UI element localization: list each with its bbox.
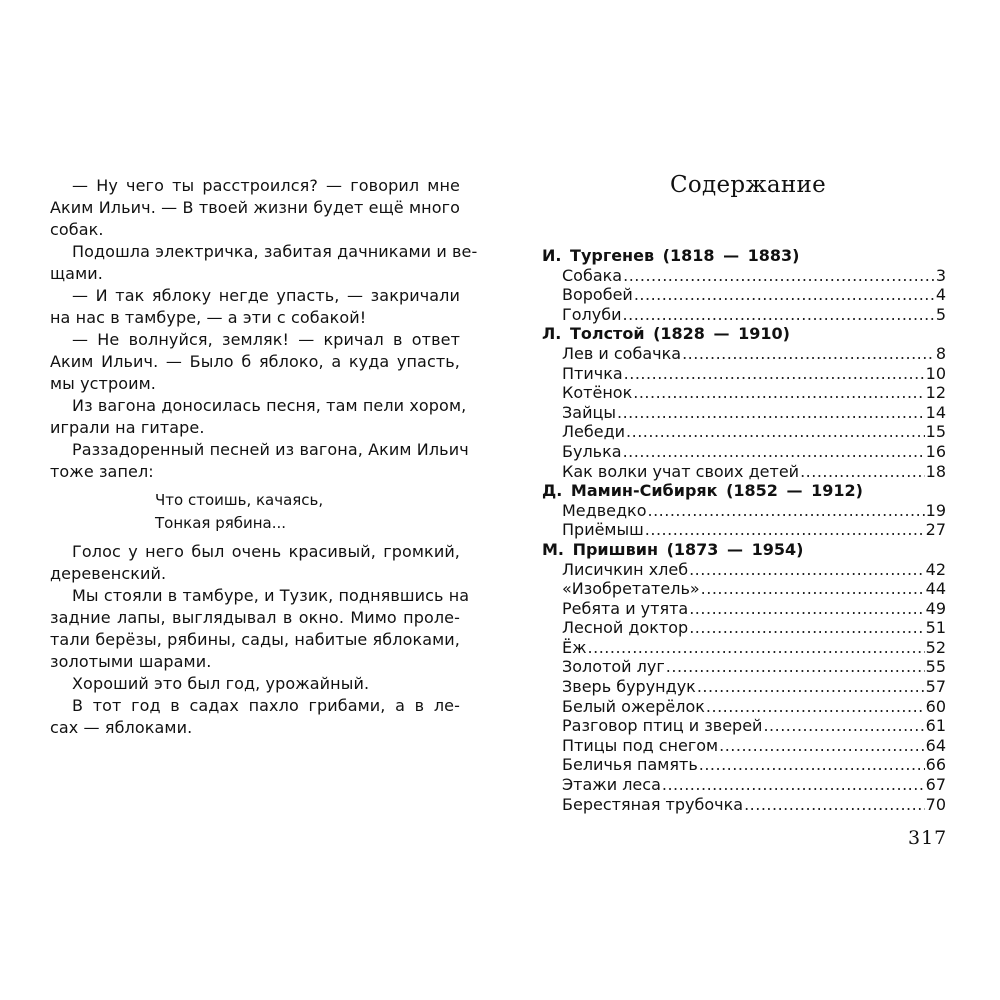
toc-entry (562, 266, 946, 286)
paragraph (50, 541, 460, 585)
toc-dot-leader (697, 677, 925, 697)
toc-dot-leader (689, 618, 924, 638)
toc-entry (562, 422, 946, 442)
toc-entry (562, 795, 946, 815)
toc-entry (562, 403, 946, 423)
toc-entry-title: Птицы под снегом (562, 735, 719, 755)
text-line: Подошла электричка, забитая дачниками и ве- (72, 242, 478, 261)
toc-entry-page: 15 (925, 422, 946, 442)
text-line: золотыми шарами. (50, 652, 212, 671)
toc-entry-title: Лебеди (562, 422, 626, 442)
text-line: — И так яблоку негде упасть, — закричали (72, 286, 460, 305)
toc-dot-leader (617, 403, 925, 423)
toc-entry-page: 27 (925, 520, 946, 540)
text-line: Хороший это был год, урожайный. (72, 674, 370, 693)
toc-entry-page: 52 (925, 637, 946, 657)
toc-dot-leader (689, 560, 925, 580)
toc-entry-title: Как волки учат своих детей (562, 461, 800, 481)
toc-entry (562, 657, 946, 677)
toc-entry-title: Лев и собачка (562, 343, 682, 363)
toc-dot-leader (624, 364, 925, 384)
toc-entry-page: 67 (925, 775, 946, 795)
toc-dot-leader (744, 795, 925, 815)
toc-entry-page: 66 (925, 755, 946, 775)
toc-dot-leader (682, 344, 935, 364)
toc-entry (562, 344, 946, 364)
toc-dot-leader (645, 520, 925, 540)
toc-entry-page: 16 (925, 441, 946, 461)
toc-entry-title: Птичка (562, 363, 623, 383)
toc-dot-leader (623, 305, 935, 325)
toc-entry (562, 697, 946, 717)
text-line: тали берёзы, рябины, сады, набитые яблоками, (50, 630, 460, 649)
toc-entry-title: Этажи леса (562, 775, 661, 795)
toc-entry (562, 520, 946, 540)
paragraph (50, 585, 470, 673)
toc-entry-page: 57 (925, 677, 946, 697)
toc-entry-title: Котёнок (562, 383, 633, 403)
toc-entry-title: Берестяная трубочка (562, 794, 744, 814)
text-line: — Не волнуйся, земляк! — кричал в ответ (72, 330, 460, 349)
toc-entry-page: 8 (935, 343, 946, 363)
text-line: — Ну чего ты расстроился? — говорил мне (72, 176, 460, 195)
toc-entry-title: Ёж (562, 637, 587, 657)
toc-entry (562, 285, 946, 305)
toc-dot-leader (666, 657, 925, 677)
toc-entry (562, 579, 946, 599)
toc-entry-title: Приёмыш (562, 520, 644, 540)
toc-dot-leader (662, 775, 925, 795)
toc-dot-leader (689, 599, 924, 619)
toc-entry (562, 736, 946, 756)
toc-author-heading: Д. Мамин-Сибиряк (1852 — 1912) (542, 481, 863, 501)
text-line: В тот год в садах пахло грибами, а в ле- (72, 696, 460, 715)
toc-author-heading: М. Пришвин (1873 — 1954) (542, 539, 804, 559)
text-line: сах — яблоками. (50, 718, 193, 737)
text-line: Голос у него был очень красивый, громкий, (72, 542, 460, 561)
toc-entry-title: Собака (562, 265, 623, 285)
toc-dot-leader (623, 442, 925, 462)
toc-entry-page: 4 (935, 285, 946, 305)
text-line: Раззадоренный песней из вагона, Аким Ильич (72, 440, 469, 459)
toc-entry (562, 775, 946, 795)
toc-entry (562, 501, 946, 521)
toc-entry (562, 755, 946, 775)
toc-entry-page: 18 (925, 461, 946, 481)
toc-dot-leader (634, 285, 935, 305)
text-line: щами. (50, 264, 103, 283)
toc-entry-title: Беличья память (562, 755, 698, 775)
toc-entry (562, 383, 946, 403)
toc-entry-page: 49 (925, 598, 946, 618)
toc-dot-leader (701, 579, 925, 599)
toc-entry-title: Ребята и утята (562, 598, 689, 618)
toc-entry (562, 560, 946, 580)
toc-entry-title: Лисичкин хлеб (562, 559, 689, 579)
text-line: мы устроим. (50, 374, 156, 393)
paragraph (50, 285, 460, 329)
paragraph (50, 673, 460, 695)
toc-dot-leader (763, 716, 924, 736)
toc-entry-title: Булька (562, 441, 622, 461)
toc-entry-page: 19 (925, 500, 946, 520)
toc-entry-page: 10 (925, 363, 946, 383)
toc-entry-title: Белый ожерёлок (562, 696, 705, 716)
text-line: задние лапы, выглядывал в окно. Мимо проле- (50, 608, 460, 627)
toc-entry-page: 60 (925, 696, 946, 716)
text-line: тоже запел: (50, 462, 154, 481)
paragraph (50, 175, 460, 241)
text-line: Аким Ильич. — В твоей жизни будет ещё много (50, 198, 460, 217)
toc-entry-title: Медведко (562, 500, 647, 520)
toc-entry-page: 3 (935, 265, 946, 285)
paragraph (50, 329, 460, 395)
verse-line: Тонкая рябина... (155, 514, 287, 532)
toc-entry (562, 599, 946, 619)
paragraph (50, 395, 467, 439)
toc-dot-leader (633, 383, 924, 403)
toc-dot-leader (623, 266, 935, 286)
text-line: Аким Ильич. — Было б яблоко, а куда упасть, (50, 352, 460, 371)
toc-dot-leader (800, 462, 925, 482)
toc-dot-leader (588, 638, 925, 658)
toc-entry-page: 44 (925, 579, 946, 599)
toc-author-heading: И. Тургенев (1818 — 1883) (542, 246, 800, 265)
text-line: Мы стояли в тамбуре, и Тузик, поднявшись на (72, 586, 470, 605)
toc-entry-title: Золотой луг (562, 657, 665, 677)
toc-entry-page: 51 (925, 618, 946, 638)
toc-entry-page: 61 (925, 716, 946, 736)
toc-entry-title: Голуби (562, 304, 622, 324)
text-line: играли на гитаре. (50, 418, 205, 437)
toc-dot-leader (719, 736, 925, 756)
paragraph (50, 695, 460, 739)
toc-author-heading: Л. Толстой (1828 — 1910) (542, 324, 790, 344)
verse-line: Что стоишь, качаясь, (155, 491, 324, 509)
toc-entry-page: 42 (925, 559, 946, 579)
toc-entry (562, 462, 946, 482)
toc-entry (562, 305, 946, 325)
toc-entry-page: 55 (925, 657, 946, 677)
toc-dot-leader (626, 422, 925, 442)
toc-entry (562, 618, 946, 638)
text-line: Из вагона доносилась песня, там пели хором, (72, 396, 467, 415)
paragraph (50, 241, 478, 285)
toc-entry-title: Зайцы (562, 402, 616, 422)
toc-entry-page: 70 (925, 794, 946, 814)
text-line: деревенский. (50, 564, 167, 583)
toc-entry-title: Разговор птиц и зверей (562, 716, 763, 736)
toc-entry (562, 677, 946, 697)
left-page-text (50, 175, 478, 739)
toc-entry-title: Зверь бурундук (562, 677, 696, 697)
toc-entry-title: Воробей (562, 285, 633, 305)
toc-entry-page: 64 (925, 735, 946, 755)
toc-dot-leader (699, 755, 925, 775)
toc-entry (562, 364, 946, 384)
toc-entry (562, 638, 946, 658)
verse-quote (155, 489, 460, 535)
paragraph (50, 439, 469, 483)
toc-entry-title: Лесной доктор (562, 618, 689, 638)
toc-entry-page: 12 (925, 383, 946, 403)
text-line: на нас в тамбуре, — а эти с собакой! (50, 308, 367, 327)
toc-entry (562, 442, 946, 462)
text-line: собак. (50, 220, 104, 239)
contents-list (542, 246, 946, 814)
contents-title: Содержание (670, 172, 827, 198)
toc-entry-page: 14 (925, 402, 946, 422)
toc-entry-title: «Изобретатель» (562, 579, 700, 599)
toc-entry-page: 5 (935, 304, 946, 324)
page-number: 317 (908, 827, 948, 849)
toc-dot-leader (706, 697, 925, 717)
toc-entry (562, 716, 946, 736)
toc-dot-leader (648, 501, 925, 521)
